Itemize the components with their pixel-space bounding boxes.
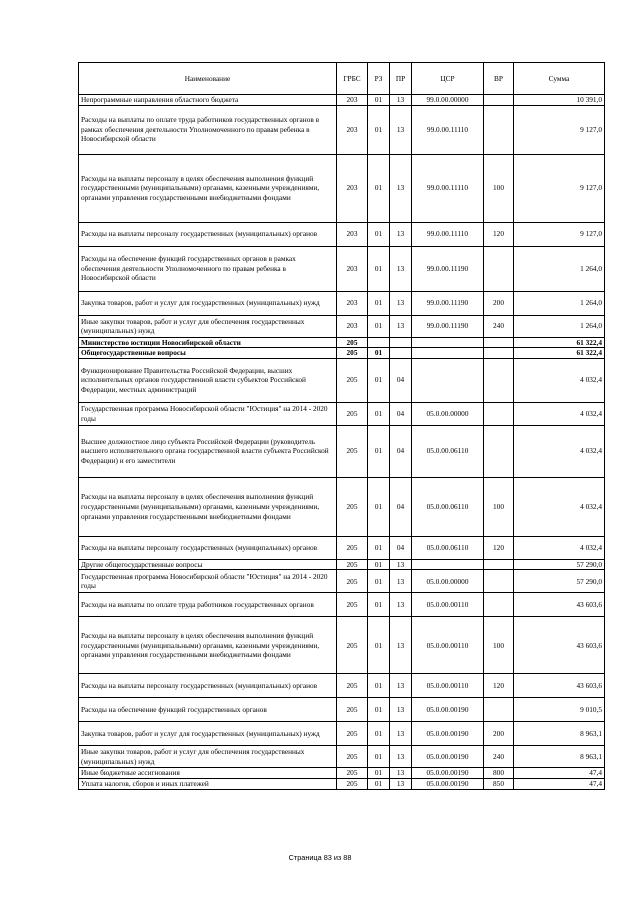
cell-vr: 200 [484, 722, 514, 746]
cell-grbs: 205 [337, 746, 368, 768]
cell-sum: 4 032,4 [514, 536, 605, 559]
cell-pr: 13 [390, 222, 412, 246]
cell-sum: 8 963,1 [514, 722, 605, 746]
cell-csr [412, 337, 484, 348]
cell-pr: 13 [390, 722, 412, 746]
cell-vr: 240 [484, 746, 514, 768]
cell-pr [390, 348, 412, 359]
cell-csr: 05.0.00.00190 [412, 778, 484, 789]
table-row [79, 315, 605, 337]
cell-rz: 01 [368, 222, 390, 246]
cell-pr: 04 [390, 477, 412, 536]
header-rz: РЗ [368, 63, 390, 95]
cell-vr: 120 [484, 536, 514, 559]
cell-sum: 4 032,4 [514, 402, 605, 425]
cell-csr: 99.0.00.11110 [412, 154, 484, 222]
table-row [79, 402, 605, 425]
cell-pr: 04 [390, 358, 412, 402]
cell-vr: 120 [484, 674, 514, 698]
cell-csr [412, 358, 484, 402]
cell-csr: 05.0.00.00000 [412, 402, 484, 425]
table-row [79, 337, 605, 348]
cell-rz: 01 [368, 95, 390, 106]
cell-sum: 61 322,4 [514, 348, 605, 359]
page-number: Страница 83 из 88 [288, 853, 352, 862]
cell-sum: 4 032,4 [514, 425, 605, 477]
cell-sum: 43 603,6 [514, 593, 605, 617]
table-row [79, 222, 605, 246]
table-row [79, 291, 605, 315]
cell-pr: 13 [390, 154, 412, 222]
cell-csr: 05.0.00.00190 [412, 722, 484, 746]
cell-grbs: 205 [337, 674, 368, 698]
cell-sum: 10 391,0 [514, 95, 605, 106]
cell-pr: 13 [390, 246, 412, 291]
header-vr: ВР [484, 63, 514, 95]
cell-grbs: 205 [337, 617, 368, 674]
cell-grbs: 205 [337, 570, 368, 593]
table-row [79, 778, 605, 789]
cell-pr: 04 [390, 402, 412, 425]
cell-vr: 200 [484, 291, 514, 315]
cell-grbs: 203 [337, 291, 368, 315]
cell-rz: 01 [368, 722, 390, 746]
cell-grbs: 203 [337, 105, 368, 154]
cell-rz: 01 [368, 154, 390, 222]
cell-grbs: 203 [337, 246, 368, 291]
cell-rz: 01 [368, 674, 390, 698]
cell-grbs: 205 [337, 768, 368, 779]
cell-rz: 01 [368, 477, 390, 536]
cell-vr [484, 95, 514, 106]
table-row [79, 358, 605, 402]
header-name: Наименование [79, 63, 337, 95]
header-grbs: ГРБС [337, 63, 368, 95]
table-row [79, 105, 605, 154]
cell-vr [484, 105, 514, 154]
cell-name: Высшее должностное лицо субъекта Российской Федерации (руководитель высшего исполнительного органа государственной власти субъекта Российской Федерации) и его заместители [79, 425, 337, 477]
table-row [79, 348, 605, 359]
cell-csr: 99.0.00.11190 [412, 291, 484, 315]
cell-pr: 13 [390, 559, 412, 570]
cell-name: Закупка товаров, работ и услуг для государственных (муниципальных) нужд [79, 722, 337, 746]
cell-csr: 05.0.00.06110 [412, 536, 484, 559]
cell-grbs: 205 [337, 593, 368, 617]
cell-sum: 43 603,6 [514, 617, 605, 674]
table-body [79, 95, 605, 790]
table-row [79, 593, 605, 617]
cell-grbs: 205 [337, 348, 368, 359]
cell-pr: 13 [390, 570, 412, 593]
cell-csr [412, 348, 484, 359]
table-row [79, 154, 605, 222]
cell-name: Расходы на выплаты персоналу в целях обеспечения выполнения функций государственными (муниципальными) органами, казенными учреждениями, органами управления государственными внебюджетными фондами [79, 617, 337, 674]
cell-name: Иные закупки товаров, работ и услуг для обеспечения государственных (муниципальных) нужд [79, 315, 337, 337]
cell-vr [484, 593, 514, 617]
cell-pr: 13 [390, 746, 412, 768]
cell-vr [484, 559, 514, 570]
cell-grbs: 205 [337, 402, 368, 425]
cell-sum: 9 010,5 [514, 698, 605, 722]
cell-vr [484, 570, 514, 593]
cell-pr [390, 337, 412, 348]
cell-vr: 240 [484, 315, 514, 337]
table-header-row [79, 63, 605, 95]
cell-grbs: 205 [337, 358, 368, 402]
cell-rz: 01 [368, 778, 390, 789]
cell-vr [484, 698, 514, 722]
table-row [79, 425, 605, 477]
cell-name: Расходы на выплаты персоналу государственных (муниципальных) органов [79, 222, 337, 246]
cell-sum: 9 127,0 [514, 105, 605, 154]
cell-vr: 850 [484, 778, 514, 789]
cell-csr: 05.0.00.00110 [412, 617, 484, 674]
cell-rz: 01 [368, 402, 390, 425]
cell-rz: 01 [368, 246, 390, 291]
cell-name: Государственная программа Новосибирской области "Юстиция" на 2014 - 2020 годы [79, 402, 337, 425]
budget-table [78, 62, 605, 790]
cell-rz [368, 337, 390, 348]
cell-pr: 13 [390, 95, 412, 106]
cell-name: Иные бюджетные ассигнования [79, 768, 337, 779]
cell-pr: 13 [390, 698, 412, 722]
cell-name: Расходы на выплаты персоналу государственных (муниципальных) органов [79, 674, 337, 698]
cell-vr [484, 246, 514, 291]
cell-name: Расходы на выплаты персоналу в целях обеспечения выполнения функций государственными (муниципальными) органами, казенными учреждениями, органами управления государственными внебюджетными фондами [79, 477, 337, 536]
cell-sum: 8 963,1 [514, 746, 605, 768]
cell-pr: 13 [390, 674, 412, 698]
cell-pr: 04 [390, 536, 412, 559]
cell-name: Уплата налогов, сборов и иных платежей [79, 778, 337, 789]
table-row [79, 477, 605, 536]
cell-vr: 800 [484, 768, 514, 779]
cell-pr: 13 [390, 768, 412, 779]
cell-name: Расходы на обеспечение функций государственных органов [79, 698, 337, 722]
header-sum: Сумма [514, 63, 605, 95]
table-row [79, 559, 605, 570]
cell-vr: 100 [484, 617, 514, 674]
cell-csr: 05.0.00.00190 [412, 698, 484, 722]
cell-grbs: 205 [337, 477, 368, 536]
cell-rz: 01 [368, 105, 390, 154]
cell-sum: 1 264,0 [514, 246, 605, 291]
cell-name: Общегосударственные вопросы [79, 348, 337, 359]
cell-name: Расходы на выплаты персоналу в целях обеспечения выполнения функций государственными (муниципальными) органами, казенными учреждениями, органами управления государственными внебюджетными фондами [79, 154, 337, 222]
cell-sum: 61 322,4 [514, 337, 605, 348]
cell-sum: 1 264,0 [514, 291, 605, 315]
table-row [79, 536, 605, 559]
cell-sum: 47,4 [514, 768, 605, 779]
cell-rz: 01 [368, 698, 390, 722]
cell-name: Расходы на обеспечение функций государственных органов в рамках обеспечения деятельности Уполномоченного по правам ребенка в Новосибирской области [79, 246, 337, 291]
cell-rz: 01 [368, 536, 390, 559]
cell-grbs: 203 [337, 95, 368, 106]
cell-name: Расходы на выплаты по оплате труда работников государственных органов [79, 593, 337, 617]
cell-name: Расходы на выплаты по оплате труда работников государственных органов в рамках обеспечения деятельности Уполномоченного по правам ребенка в Новосибирской области [79, 105, 337, 154]
cell-grbs: 205 [337, 698, 368, 722]
cell-vr: 120 [484, 222, 514, 246]
header-csr: ЦСР [412, 63, 484, 95]
cell-csr: 05.0.00.06110 [412, 477, 484, 536]
cell-grbs: 205 [337, 536, 368, 559]
cell-grbs: 203 [337, 154, 368, 222]
cell-csr [412, 559, 484, 570]
cell-csr: 99.0.00.11110 [412, 105, 484, 154]
cell-grbs: 205 [337, 337, 368, 348]
cell-csr: 05.0.00.00000 [412, 570, 484, 593]
table-row [79, 617, 605, 674]
cell-sum: 9 127,0 [514, 154, 605, 222]
cell-rz: 01 [368, 559, 390, 570]
cell-csr: 05.0.00.00110 [412, 674, 484, 698]
cell-name: Закупка товаров, работ и услуг для государственных (муниципальных) нужд [79, 291, 337, 315]
cell-csr: 05.0.00.00190 [412, 768, 484, 779]
cell-name: Государственная программа Новосибирской области "Юстиция" на 2014 - 2020 годы [79, 570, 337, 593]
cell-pr: 13 [390, 105, 412, 154]
cell-vr [484, 348, 514, 359]
cell-rz: 01 [368, 768, 390, 779]
cell-csr: 99.0.00.11110 [412, 222, 484, 246]
cell-pr: 13 [390, 291, 412, 315]
cell-csr: 05.0.00.00190 [412, 746, 484, 768]
cell-name: Другие общегосударственные вопросы [79, 559, 337, 570]
cell-rz: 01 [368, 570, 390, 593]
cell-grbs: 205 [337, 722, 368, 746]
cell-csr: 99.0.00.11190 [412, 246, 484, 291]
cell-pr: 13 [390, 315, 412, 337]
cell-vr: 100 [484, 477, 514, 536]
cell-pr: 04 [390, 425, 412, 477]
cell-sum: 57 290,0 [514, 570, 605, 593]
cell-vr [484, 358, 514, 402]
cell-rz: 01 [368, 617, 390, 674]
cell-name: Функционирование Правительства Российской Федерации, высших исполнительных органов государственной власти субъектов Российской Федерации, местных администраций [79, 358, 337, 402]
cell-name: Расходы на выплаты персоналу государственных (муниципальных) органов [79, 536, 337, 559]
cell-sum: 47,4 [514, 778, 605, 789]
cell-rz: 01 [368, 593, 390, 617]
cell-rz: 01 [368, 315, 390, 337]
cell-name: Министерство юстиции Новосибирской области [79, 337, 337, 348]
table-row [79, 570, 605, 593]
cell-grbs: 205 [337, 778, 368, 789]
cell-pr: 13 [390, 617, 412, 674]
table-row [79, 698, 605, 722]
cell-sum: 4 032,4 [514, 477, 605, 536]
cell-grbs: 205 [337, 425, 368, 477]
cell-grbs: 203 [337, 222, 368, 246]
cell-sum: 9 127,0 [514, 222, 605, 246]
cell-csr: 99.0.00.11190 [412, 315, 484, 337]
table-row [79, 722, 605, 746]
cell-sum: 4 032,4 [514, 358, 605, 402]
cell-vr: 100 [484, 154, 514, 222]
cell-grbs: 205 [337, 559, 368, 570]
cell-csr: 05.0.00.06110 [412, 425, 484, 477]
cell-name: Непрограммные направления областного бюджета [79, 95, 337, 106]
header-pr: ПР [390, 63, 412, 95]
cell-csr: 99.0.00.00000 [412, 95, 484, 106]
cell-rz: 01 [368, 348, 390, 359]
cell-vr [484, 402, 514, 425]
cell-pr: 13 [390, 778, 412, 789]
table-row [79, 746, 605, 768]
cell-vr [484, 425, 514, 477]
table-row [79, 95, 605, 106]
cell-sum: 43 603,6 [514, 674, 605, 698]
table-row [79, 768, 605, 779]
cell-rz: 01 [368, 746, 390, 768]
table-row [79, 246, 605, 291]
cell-sum: 1 264,0 [514, 315, 605, 337]
cell-rz: 01 [368, 358, 390, 402]
cell-grbs: 203 [337, 315, 368, 337]
table-row [79, 674, 605, 698]
cell-rz: 01 [368, 291, 390, 315]
cell-sum: 57 290,0 [514, 559, 605, 570]
cell-rz: 01 [368, 425, 390, 477]
cell-name: Иные закупки товаров, работ и услуг для обеспечения государственных (муниципальных) нужд [79, 746, 337, 768]
cell-pr: 13 [390, 593, 412, 617]
cell-vr [484, 337, 514, 348]
cell-csr: 05.0.00.00110 [412, 593, 484, 617]
